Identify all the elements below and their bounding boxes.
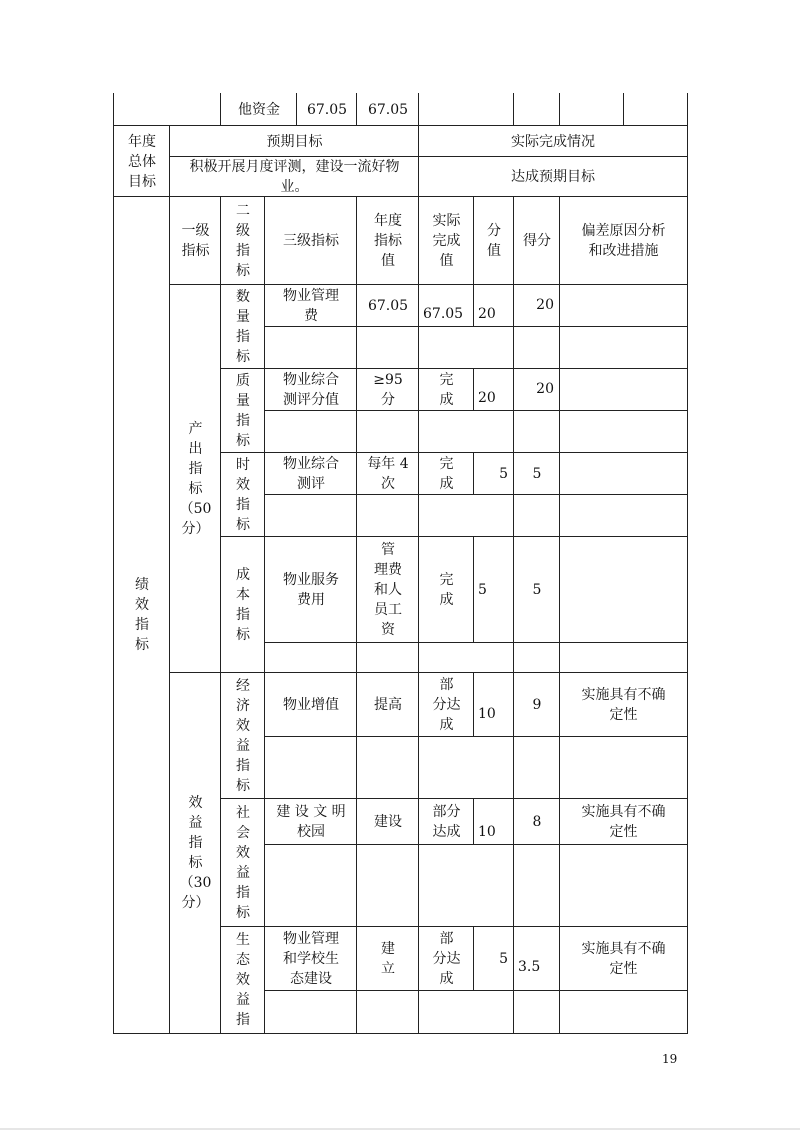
blank-cell <box>264 326 358 370</box>
quantity-note <box>559 284 688 328</box>
quantity-actual: 67.05 <box>418 284 475 328</box>
cost-value: 5 <box>473 536 515 644</box>
score-header: 得分 <box>513 196 561 286</box>
expected-goal-text: 积极开展月度评测，建设一流好物业。 <box>169 156 420 198</box>
actual-completion-header: 实际完成情况 <box>418 125 688 158</box>
quality-annual: ≥95 分 <box>356 368 420 412</box>
quality-value: 20 <box>473 368 515 412</box>
quality-actual: 完 成 <box>418 368 475 412</box>
cost-actual: 完 成 <box>418 536 475 644</box>
blank-cell <box>356 494 420 538</box>
fund-row-blank-3 <box>513 93 561 127</box>
ecological-annual: 建 立 <box>356 926 420 992</box>
blank-cell <box>559 326 688 370</box>
economic-note: 实施具有不确 定性 <box>559 672 688 738</box>
annual-target-header: 年度 指标 值 <box>356 196 420 286</box>
blank-cell <box>418 410 515 454</box>
social-value: 10 <box>473 798 515 846</box>
social-level3: 建 设 文 明 校园 <box>264 798 358 846</box>
benefit-indicator-group: 效 益 指 标 （30 分） <box>169 672 222 1034</box>
actual-completion-text: 达成预期目标 <box>418 156 688 198</box>
blank-cell <box>264 990 358 1034</box>
blank-cell <box>264 410 358 454</box>
blank-cell <box>264 494 358 538</box>
cost-level3: 物业服务 费用 <box>264 536 358 644</box>
blank-cell <box>356 844 420 928</box>
cost-annual: 管 理费 和人 员工 资 <box>356 536 420 644</box>
quality-note <box>559 368 688 412</box>
quality-level2: 质 量 指 标 <box>220 368 266 454</box>
level1-header: 一级 指标 <box>169 196 222 286</box>
quantity-value: 20 <box>473 284 515 328</box>
ecological-note: 实施具有不确 定性 <box>559 926 688 992</box>
economic-annual: 提高 <box>356 672 420 738</box>
timeliness-note <box>559 452 688 496</box>
blank-cell <box>418 990 515 1034</box>
blank-cell <box>513 990 561 1034</box>
blank-cell <box>356 326 420 370</box>
timeliness-annual: 每年 4 次 <box>356 452 420 496</box>
fund-type-cell: 他资金 <box>220 93 298 127</box>
blank-cell <box>559 990 688 1034</box>
timeliness-value: 5 <box>473 452 515 496</box>
social-actual: 部分 达成 <box>418 798 475 846</box>
ecological-level2: 生 态 效 益 指 <box>220 926 266 1034</box>
social-level2: 社 会 效 益 指 标 <box>220 798 266 928</box>
fund-budget-cell: 67.05 <box>296 93 358 127</box>
blank-cell <box>264 844 358 928</box>
blank-cell <box>418 326 515 370</box>
blank-cell <box>418 844 515 928</box>
blank-cell <box>418 736 515 800</box>
blank-cell <box>356 410 420 454</box>
economic-value: 10 <box>473 672 515 738</box>
deviation-header: 偏差原因分析 和改进措施 <box>559 196 688 286</box>
blank-cell <box>513 844 561 928</box>
fund-row-blank-4 <box>559 93 625 127</box>
ecological-value: 5 <box>473 926 515 992</box>
blank-cell <box>513 326 561 370</box>
blank-cell <box>356 642 420 674</box>
blank-cell <box>356 990 420 1034</box>
expected-goal-header: 预期目标 <box>169 125 420 158</box>
quality-score: 20 <box>513 368 561 412</box>
ecological-level3: 物业管理 和学校生 态建设 <box>264 926 358 992</box>
ecological-actual: 部 分达 成 <box>418 926 475 992</box>
blank-cell <box>559 494 688 538</box>
blank-cell <box>418 642 515 674</box>
page-number: 19 <box>662 1052 678 1066</box>
quantity-level2: 数 量 指 标 <box>220 284 266 370</box>
page-bottom-divider <box>0 1128 800 1130</box>
fund-actual-cell: 67.05 <box>356 93 420 127</box>
social-score: 8 <box>513 798 561 846</box>
cost-note <box>559 536 688 644</box>
fund-row-blank <box>113 93 222 127</box>
level3-header: 三级指标 <box>264 196 358 286</box>
ecological-score: 3.5 <box>513 926 561 992</box>
economic-actual: 部 分达 成 <box>418 672 475 738</box>
annual-goal-label: 年度 总体 目标 <box>113 125 171 198</box>
actual-value-header: 实际 完成 值 <box>418 196 475 286</box>
output-indicator-group: 产 出 指 标 （50 分） <box>169 284 222 674</box>
quality-level3: 物业综合 测评分值 <box>264 368 358 412</box>
blank-cell <box>559 642 688 674</box>
blank-cell <box>264 642 358 674</box>
blank-cell <box>513 642 561 674</box>
performance-indicator-label: 绩 效 指 标 <box>113 196 171 1034</box>
economic-level3: 物业增值 <box>264 672 358 738</box>
blank-cell <box>513 494 561 538</box>
economic-score: 9 <box>513 672 561 738</box>
blank-cell <box>559 410 688 454</box>
blank-cell <box>513 736 561 800</box>
cost-score: 5 <box>513 536 561 644</box>
blank-cell <box>356 736 420 800</box>
social-note: 实施具有不确 定性 <box>559 798 688 846</box>
fund-row-blank-2 <box>418 93 515 127</box>
timeliness-actual: 完 成 <box>418 452 475 496</box>
level2-header: 二 级 指 标 <box>220 196 266 286</box>
blank-cell <box>418 494 515 538</box>
score-value-header: 分 值 <box>473 196 515 286</box>
blank-cell <box>264 736 358 800</box>
cost-level2: 成 本 指 标 <box>220 536 266 674</box>
blank-cell <box>513 410 561 454</box>
quantity-annual: 67.05 <box>356 284 420 328</box>
quantity-score: 20 <box>513 284 561 328</box>
social-annual: 建设 <box>356 798 420 846</box>
quantity-level3: 物业管理 费 <box>264 284 358 328</box>
blank-cell <box>559 844 688 928</box>
economic-level2: 经 济 效 益 指 标 <box>220 672 266 800</box>
fund-row-blank-5 <box>623 93 688 127</box>
blank-cell <box>559 736 688 800</box>
timeliness-score: 5 <box>513 452 561 496</box>
timeliness-level3: 物业综合 测评 <box>264 452 358 496</box>
timeliness-level2: 时 效 指 标 <box>220 452 266 538</box>
